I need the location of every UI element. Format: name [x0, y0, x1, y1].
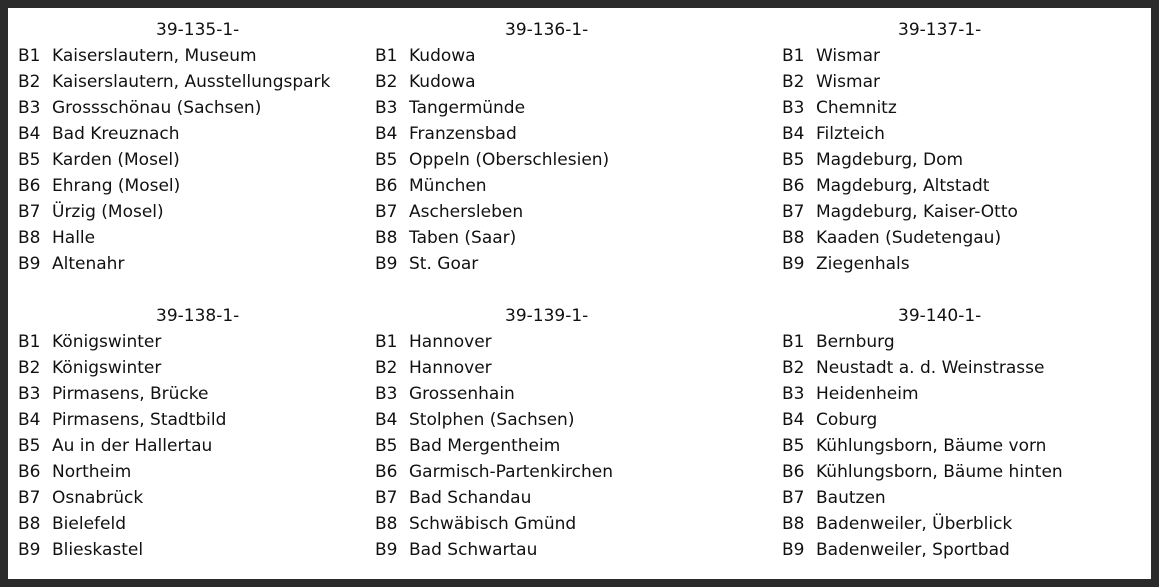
item-code: B6	[375, 176, 398, 196]
list-item	[375, 511, 576, 537]
group-title: 39-135-1-	[156, 20, 240, 40]
item-name: Neustadt a. d. Weinstrasse	[816, 358, 1045, 378]
item-code: B1	[18, 332, 41, 352]
item-code: B2	[18, 358, 41, 378]
item-code: B8	[375, 514, 398, 534]
item-name: Hannover	[409, 332, 492, 352]
item-name: Stolphen (Sachsen)	[409, 410, 575, 430]
item-code: B4	[375, 410, 398, 430]
item-name: Grossschönau (Sachsen)	[52, 98, 262, 118]
list-item	[18, 433, 212, 459]
item-name: Bad Kreuznach	[52, 124, 180, 144]
item-code: B3	[375, 384, 398, 404]
item-code: B1	[782, 46, 805, 66]
item-code: B5	[782, 436, 805, 456]
list-item	[375, 43, 476, 69]
list-item	[782, 511, 1012, 537]
item-code: B5	[18, 150, 41, 170]
item-name: Au in der Hallertau	[52, 436, 213, 456]
list-item	[18, 485, 143, 511]
item-name: Kühlungsborn, Bäume vorn	[816, 436, 1047, 456]
list-item	[782, 329, 895, 355]
list-item	[782, 433, 1046, 459]
item-name: Kudowa	[409, 72, 476, 92]
item-name: Bielefeld	[52, 514, 126, 534]
item-code: B7	[782, 202, 805, 222]
item-name: Heidenheim	[816, 384, 919, 404]
item-code: B1	[375, 46, 398, 66]
list-item	[782, 537, 1010, 563]
item-name: Coburg	[816, 410, 878, 430]
item-code: B6	[18, 176, 41, 196]
item-name: Ehrang (Mosel)	[52, 176, 181, 196]
list-item	[375, 69, 476, 95]
list-item	[18, 381, 209, 407]
list-item	[782, 355, 1044, 381]
item-code: B6	[782, 176, 805, 196]
item-code: B4	[782, 410, 805, 430]
item-code: B2	[375, 358, 398, 378]
list-item	[18, 251, 124, 277]
item-name: Wismar	[816, 46, 880, 66]
item-name: Taben (Saar)	[409, 228, 517, 248]
document-page	[8, 8, 1151, 579]
list-item	[375, 121, 517, 147]
list-item	[782, 69, 880, 95]
item-name: Ürzig (Mosel)	[52, 202, 164, 222]
list-item	[375, 485, 531, 511]
item-code: B4	[18, 124, 41, 144]
item-code: B3	[375, 98, 398, 118]
item-code: B2	[375, 72, 398, 92]
list-item	[375, 251, 478, 277]
item-code: B5	[782, 150, 805, 170]
item-code: B8	[18, 228, 41, 248]
item-name: Kaaden (Sudetengau)	[816, 228, 1002, 248]
list-item	[18, 199, 164, 225]
list-item	[782, 485, 886, 511]
item-name: München	[409, 176, 487, 196]
list-item	[782, 381, 919, 407]
list-item	[18, 537, 143, 563]
item-name: Blieskastel	[52, 540, 144, 560]
list-item	[782, 251, 910, 277]
list-item	[18, 225, 95, 251]
item-code: B9	[375, 254, 398, 274]
item-name: Kühlungsborn, Bäume hinten	[816, 462, 1063, 482]
list-item	[782, 147, 963, 173]
list-item	[375, 459, 613, 485]
list-item	[18, 329, 161, 355]
item-code: B3	[18, 98, 41, 118]
item-code: B1	[18, 46, 41, 66]
item-code: B4	[782, 124, 805, 144]
item-name: Northeim	[52, 462, 132, 482]
item-code: B3	[782, 98, 805, 118]
item-code: B9	[782, 540, 805, 560]
item-code: B3	[18, 384, 41, 404]
item-name: Badenweiler, Sportbad	[816, 540, 1010, 560]
list-item	[375, 173, 487, 199]
list-item	[18, 69, 330, 95]
item-code: B5	[18, 436, 41, 456]
item-name: Bad Schandau	[409, 488, 532, 508]
item-name: Kaiserslautern, Museum	[52, 46, 257, 66]
list-item	[782, 121, 885, 147]
list-item	[18, 407, 226, 433]
list-item	[375, 95, 525, 121]
item-name: Magdeburg, Kaiser-Otto	[816, 202, 1018, 222]
item-name: Chemnitz	[816, 98, 897, 118]
item-name: Halle	[52, 228, 96, 248]
list-item	[18, 43, 257, 69]
group-title: 39-136-1-	[505, 20, 589, 40]
item-code: B2	[18, 72, 41, 92]
item-code: B5	[375, 436, 398, 456]
item-code: B6	[18, 462, 41, 482]
item-name: Bad Mergentheim	[409, 436, 561, 456]
item-code: B9	[782, 254, 805, 274]
item-name: Magdeburg, Dom	[816, 150, 964, 170]
item-name: Kaiserslautern, Ausstellungspark	[52, 72, 331, 92]
item-code: B9	[18, 540, 41, 560]
list-item	[375, 147, 609, 173]
item-code: B8	[18, 514, 41, 534]
item-code: B7	[375, 202, 398, 222]
list-item	[375, 355, 492, 381]
item-code: B6	[782, 462, 805, 482]
item-code: B9	[18, 254, 41, 274]
item-name: Garmisch-Partenkirchen	[409, 462, 614, 482]
item-code: B2	[782, 358, 805, 378]
item-code: B8	[782, 228, 805, 248]
item-name: Karden (Mosel)	[52, 150, 180, 170]
item-name: Franzensbad	[409, 124, 517, 144]
list-item	[782, 407, 877, 433]
list-item	[18, 121, 180, 147]
item-name: Bernburg	[816, 332, 895, 352]
item-name: Bad Schwartau	[409, 540, 538, 560]
item-code: B1	[375, 332, 398, 352]
item-name: Aschersleben	[409, 202, 524, 222]
item-name: Filzteich	[816, 124, 885, 144]
item-name: Bautzen	[816, 488, 886, 508]
item-name: Ziegenhals	[816, 254, 910, 274]
item-name: Grossenhain	[409, 384, 515, 404]
item-code: B3	[782, 384, 805, 404]
item-code: B9	[375, 540, 398, 560]
item-code: B8	[375, 228, 398, 248]
item-name: Badenweiler, Überblick	[816, 514, 1013, 534]
item-code: B8	[782, 514, 805, 534]
item-code: B4	[375, 124, 398, 144]
list-item	[782, 43, 880, 69]
item-name: Königswinter	[52, 332, 162, 352]
list-item	[18, 355, 161, 381]
list-item	[375, 199, 523, 225]
item-name: Altenahr	[52, 254, 125, 274]
list-item	[18, 173, 180, 199]
list-item	[375, 407, 574, 433]
item-code: B7	[375, 488, 398, 508]
item-name: Osnabrück	[52, 488, 144, 508]
list-item	[375, 433, 560, 459]
list-item	[375, 381, 515, 407]
item-code: B7	[782, 488, 805, 508]
item-name: Pirmasens, Brücke	[52, 384, 209, 404]
list-item	[18, 95, 261, 121]
item-name: Tangermünde	[409, 98, 526, 118]
group-title: 39-139-1-	[505, 306, 589, 326]
item-name: Pirmasens, Stadtbild	[52, 410, 227, 430]
list-item	[782, 459, 1063, 485]
list-item	[375, 537, 537, 563]
item-code: B6	[375, 462, 398, 482]
item-name: Schwäbisch Gmünd	[409, 514, 577, 534]
item-code: B5	[375, 150, 398, 170]
list-item	[375, 225, 516, 251]
item-code: B2	[782, 72, 805, 92]
item-code: B7	[18, 488, 41, 508]
list-item	[782, 173, 989, 199]
item-name: Kudowa	[409, 46, 476, 66]
list-item	[375, 329, 492, 355]
list-item	[782, 95, 897, 121]
item-code: B1	[782, 332, 805, 352]
list-item	[18, 459, 131, 485]
group-title: 39-140-1-	[898, 306, 982, 326]
item-name: St. Goar	[409, 254, 479, 274]
list-item	[18, 147, 180, 173]
item-name: Magdeburg, Altstadt	[816, 176, 990, 196]
item-name: Hannover	[409, 358, 492, 378]
group-title: 39-138-1-	[156, 306, 240, 326]
list-item	[782, 199, 1018, 225]
list-item	[18, 511, 126, 537]
item-code: B4	[18, 410, 41, 430]
item-name: Königswinter	[52, 358, 162, 378]
item-name: Oppeln (Oberschlesien)	[409, 150, 610, 170]
list-item	[782, 225, 1001, 251]
group-title: 39-137-1-	[898, 20, 982, 40]
item-name: Wismar	[816, 72, 880, 92]
item-code: B7	[18, 202, 41, 222]
